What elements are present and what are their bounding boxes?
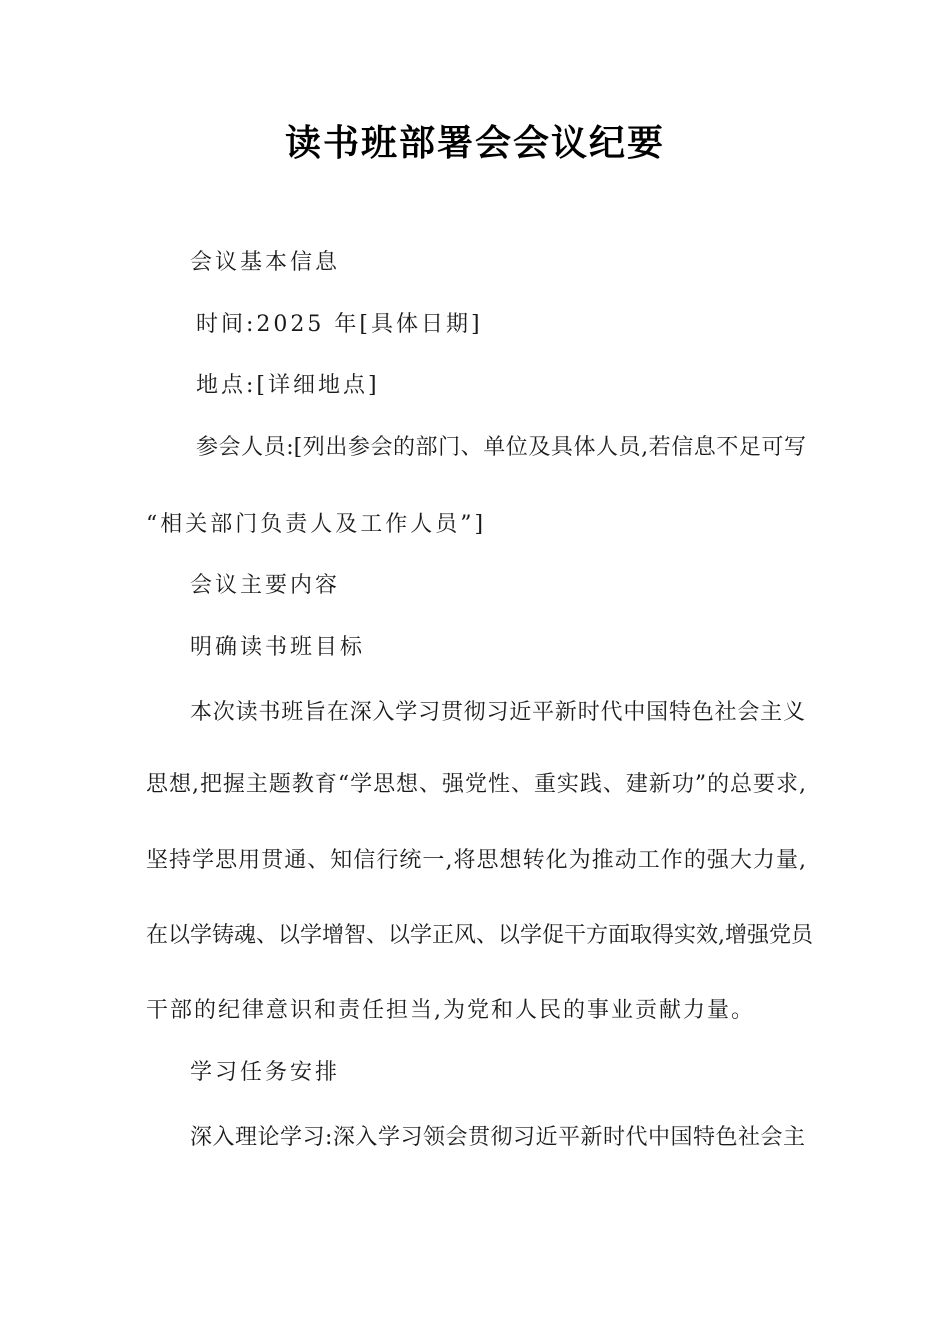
subheading-goal: 明确读书班目标 [190, 635, 366, 660]
meeting-time: 时间:2025 年[具体日期] [196, 312, 483, 337]
goal-paragraph-line: 思想,把握主题教育“学思想、强党性、重实践、建新功”的总要求, [146, 772, 806, 797]
section-heading-main-content: 会议主要内容 [190, 573, 341, 598]
section-heading-basic-info: 会议基本信息 [190, 250, 341, 275]
attendees-line-2: “相关部门负责人及工作人员”] [146, 512, 487, 537]
subheading-tasks: 学习任务安排 [190, 1060, 341, 1085]
goal-paragraph-line: 坚持学思用贯通、知信行统一,将思想转化为推动工作的强大力量, [146, 848, 806, 873]
goal-paragraph-line: 本次读书班旨在深入学习贯彻习近平新时代中国特色社会主义 [190, 700, 805, 725]
goal-paragraph-line: 在以学铸魂、以学增智、以学正风、以学促干方面取得实效,增强党员 [146, 923, 813, 948]
goal-paragraph-line: 干部的纪律意识和责任担当,为党和人民的事业贡献力量。 [146, 998, 755, 1023]
meeting-location: 地点:[详细地点] [196, 373, 380, 398]
tasks-paragraph-line: 深入理论学习:深入学习领会贯彻习近平新时代中国特色社会主 [190, 1125, 805, 1150]
attendees-line-1: 参会人员:[列出参会的部门、单位及具体人员,若信息不足可写 [196, 435, 806, 460]
document-title: 读书班部署会会议纪要 [284, 123, 665, 164]
